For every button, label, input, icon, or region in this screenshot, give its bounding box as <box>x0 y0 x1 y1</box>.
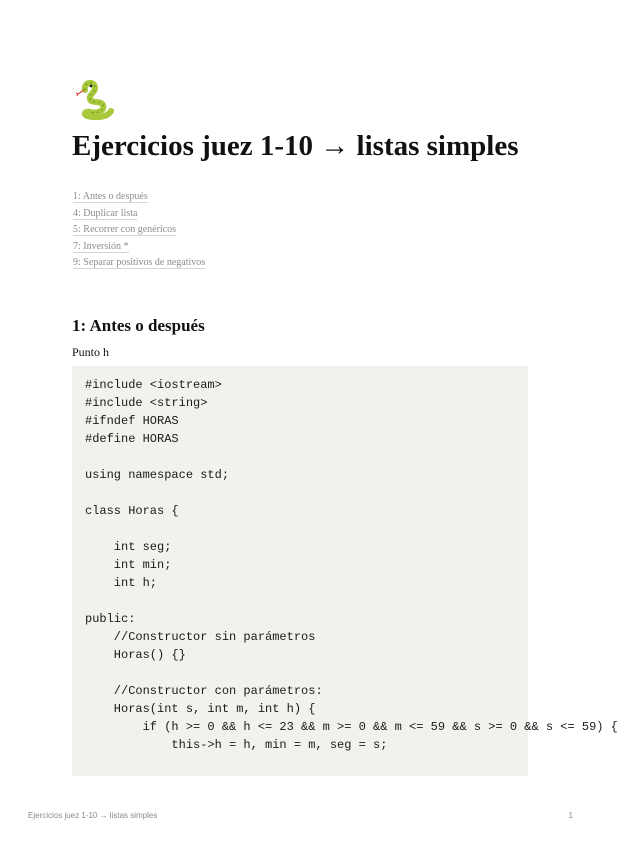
table-of-contents <box>73 190 205 273</box>
footer-page-number: 1 <box>568 811 573 820</box>
code-text: #include <iostream> #include <string> #ifndef HORAS #define HORAS using namespace std; class Horas { int seg; int min; int h; public: //Constructor sin parámetros Horas() {} //Constructor con parámetros: Horas(int s, int m, int h) { if (h >= 0 && h <= 23 && m >= 0 && m <= 59 && s >= 0 && s <= 59) { this->h = h, min = m, seg = s; <box>85 378 618 752</box>
page-title: Ejercicios juez 1-10 → listas simples <box>72 130 519 162</box>
toc-item <box>73 223 205 240</box>
toc-item <box>73 240 205 257</box>
toc-link[interactable]: 4: Duplicar lista <box>73 207 138 219</box>
footer-title: Ejercicios juez 1-10 → listas simples <box>28 811 158 820</box>
section-heading: 1: Antes o después <box>72 316 205 335</box>
section-note: Punto h <box>72 345 110 359</box>
snake-icon <box>73 78 117 122</box>
code-block[interactable] <box>72 366 618 776</box>
toc-link[interactable]: 5: Recorrer con genéricos <box>73 224 177 236</box>
toc-link[interactable]: 9: Separar positivos de negativos <box>73 257 206 269</box>
toc-item <box>73 256 205 273</box>
toc-item <box>73 190 205 207</box>
toc-link[interactable]: 1: Antes o después <box>73 191 148 202</box>
toc-item <box>73 207 205 224</box>
toc-link[interactable]: 7: Inversión * <box>73 240 129 252</box>
